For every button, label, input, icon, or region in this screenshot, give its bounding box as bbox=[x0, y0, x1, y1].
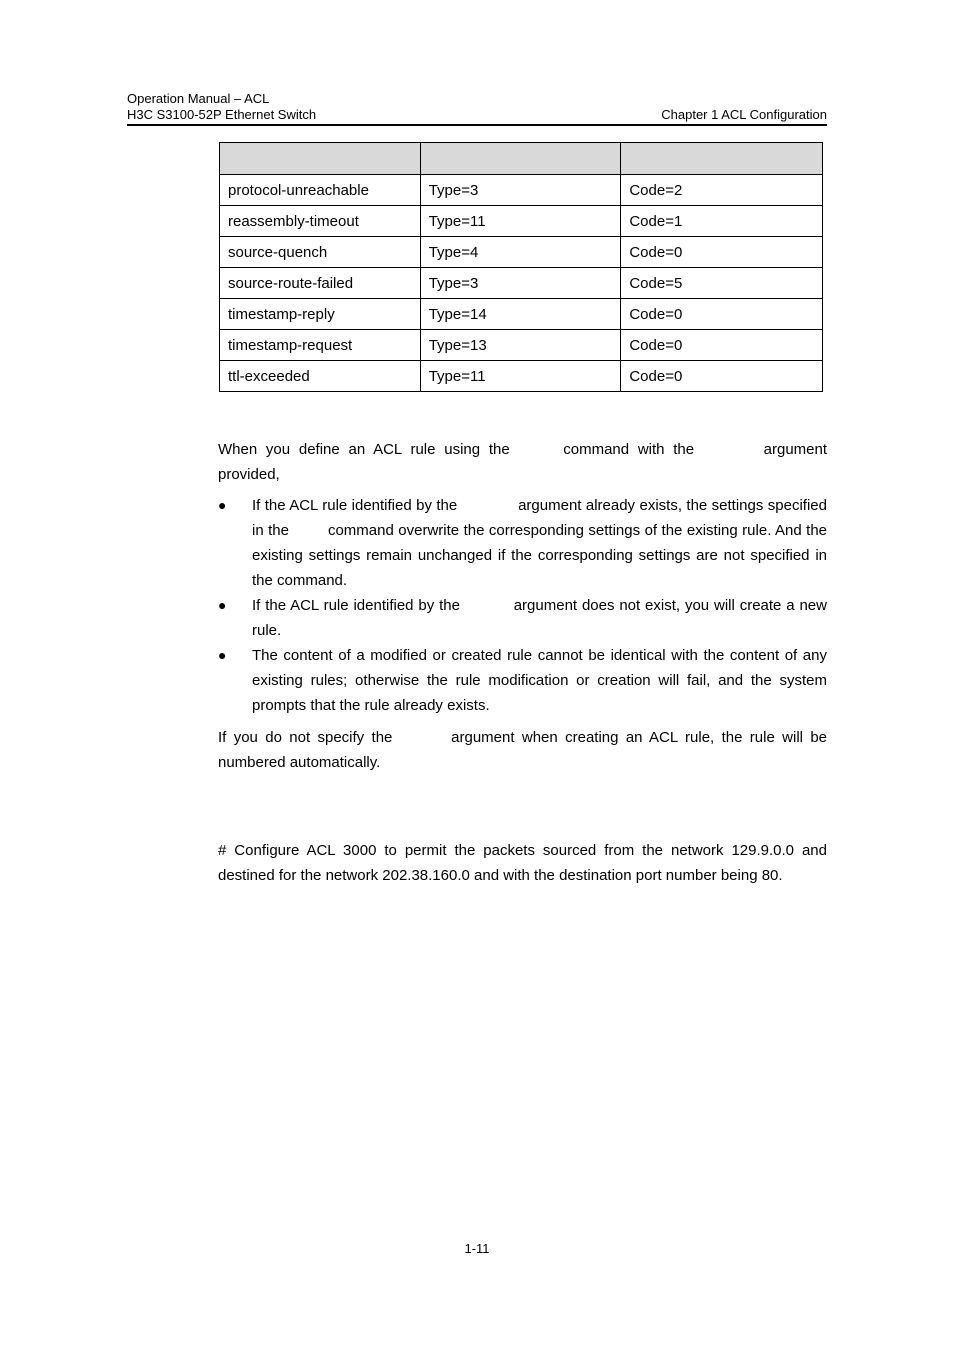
chapter-title: Chapter 1 ACL Configuration bbox=[661, 107, 827, 122]
table-row bbox=[220, 268, 823, 299]
table-cell-type: Type=3 bbox=[420, 268, 621, 299]
table-cell-code: Code=0 bbox=[621, 361, 823, 392]
bullet-list bbox=[218, 493, 827, 718]
table-cell-name: timestamp-request bbox=[220, 330, 421, 361]
table-cell-type: Type=3 bbox=[420, 175, 621, 206]
table-cell-type: Type=14 bbox=[420, 299, 621, 330]
page-header-left bbox=[127, 91, 316, 123]
header-rule bbox=[127, 124, 827, 126]
paragraph-text: When you define an ACL rule using the bbox=[218, 441, 510, 458]
table-header-cell bbox=[220, 143, 421, 175]
paragraph-example: # Configure ACL 3000 to permit the packets sourced from the network 129.9.0.0 and destined for the network 202.38.160.0 and with the destination port number being 80. bbox=[218, 842, 827, 884]
table-cell-code: Code=0 bbox=[621, 299, 823, 330]
table-cell-code: Code=1 bbox=[621, 206, 823, 237]
table-cell-code: Code=5 bbox=[621, 268, 823, 299]
table-cell-name: reassembly-timeout bbox=[220, 206, 421, 237]
paragraph-text: command with the bbox=[563, 441, 695, 458]
table-cell-type: Type=11 bbox=[420, 361, 621, 392]
list-item bbox=[218, 493, 827, 593]
table-row bbox=[220, 330, 823, 361]
list-item-text: argument already exists, the settings specified in the bbox=[252, 497, 827, 539]
list-item-text: If the ACL rule identified by the bbox=[252, 497, 458, 514]
table-cell-name: source-quench bbox=[220, 237, 421, 268]
table-cell-type: Type=13 bbox=[420, 330, 621, 361]
list-item-text: command overwrite the corresponding settings of the existing rule. And the existing settings remain unchanged if the corresponding settings are not specified in the command. bbox=[252, 522, 828, 589]
paragraph-text: argument when creating an ACL rule, the rule will be numbered automatically. bbox=[218, 729, 828, 771]
list-item bbox=[218, 593, 827, 643]
table-cell-type: Type=11 bbox=[420, 206, 621, 237]
table-row bbox=[220, 237, 823, 268]
list-item-text: If the ACL rule identified by the bbox=[252, 597, 460, 614]
paragraph-text: If you do not specify the bbox=[218, 729, 393, 746]
table-cell-code: Code=0 bbox=[621, 330, 823, 361]
table-row bbox=[220, 299, 823, 330]
table-header-row bbox=[220, 143, 823, 175]
product-name: H3C S3100-52P Ethernet Switch bbox=[127, 107, 317, 122]
list-item bbox=[218, 643, 827, 718]
manual-title: Operation Manual – ACL bbox=[127, 91, 270, 106]
bullet-dot-icon: ● bbox=[218, 497, 227, 513]
paragraph-auto-numbering bbox=[218, 725, 827, 775]
table-row bbox=[220, 206, 823, 237]
table-row bbox=[220, 361, 823, 392]
paragraph-text: argument provided, bbox=[218, 441, 828, 483]
list-item-text: argument does not exist, you will create a new rule. bbox=[252, 597, 827, 639]
bullet-dot-icon: ● bbox=[218, 647, 227, 663]
table-cell-code: Code=2 bbox=[621, 175, 823, 206]
table-row bbox=[220, 175, 823, 206]
table-cell-name: timestamp-reply bbox=[220, 299, 421, 330]
table-cell-type: Type=4 bbox=[420, 237, 621, 268]
table-cell-code: Code=0 bbox=[621, 237, 823, 268]
table-header-cell bbox=[621, 143, 823, 175]
bullet-dot-icon: ● bbox=[218, 597, 227, 613]
table-cell-name: ttl-exceeded bbox=[220, 361, 421, 392]
list-item-text: The content of a modified or created rule cannot be identical with the content of any existing rules; otherwise the rule modification or creation will fail, and the system prompts that the rule already exists. bbox=[252, 647, 827, 714]
table-cell-name: protocol-unreachable bbox=[220, 175, 421, 206]
table-header-cell bbox=[420, 143, 621, 175]
page-number: 1-11 bbox=[464, 1241, 490, 1256]
icmp-message-table bbox=[219, 142, 823, 392]
paragraph-rule-definition bbox=[218, 437, 827, 487]
table-cell-name: source-route-failed bbox=[220, 268, 421, 299]
